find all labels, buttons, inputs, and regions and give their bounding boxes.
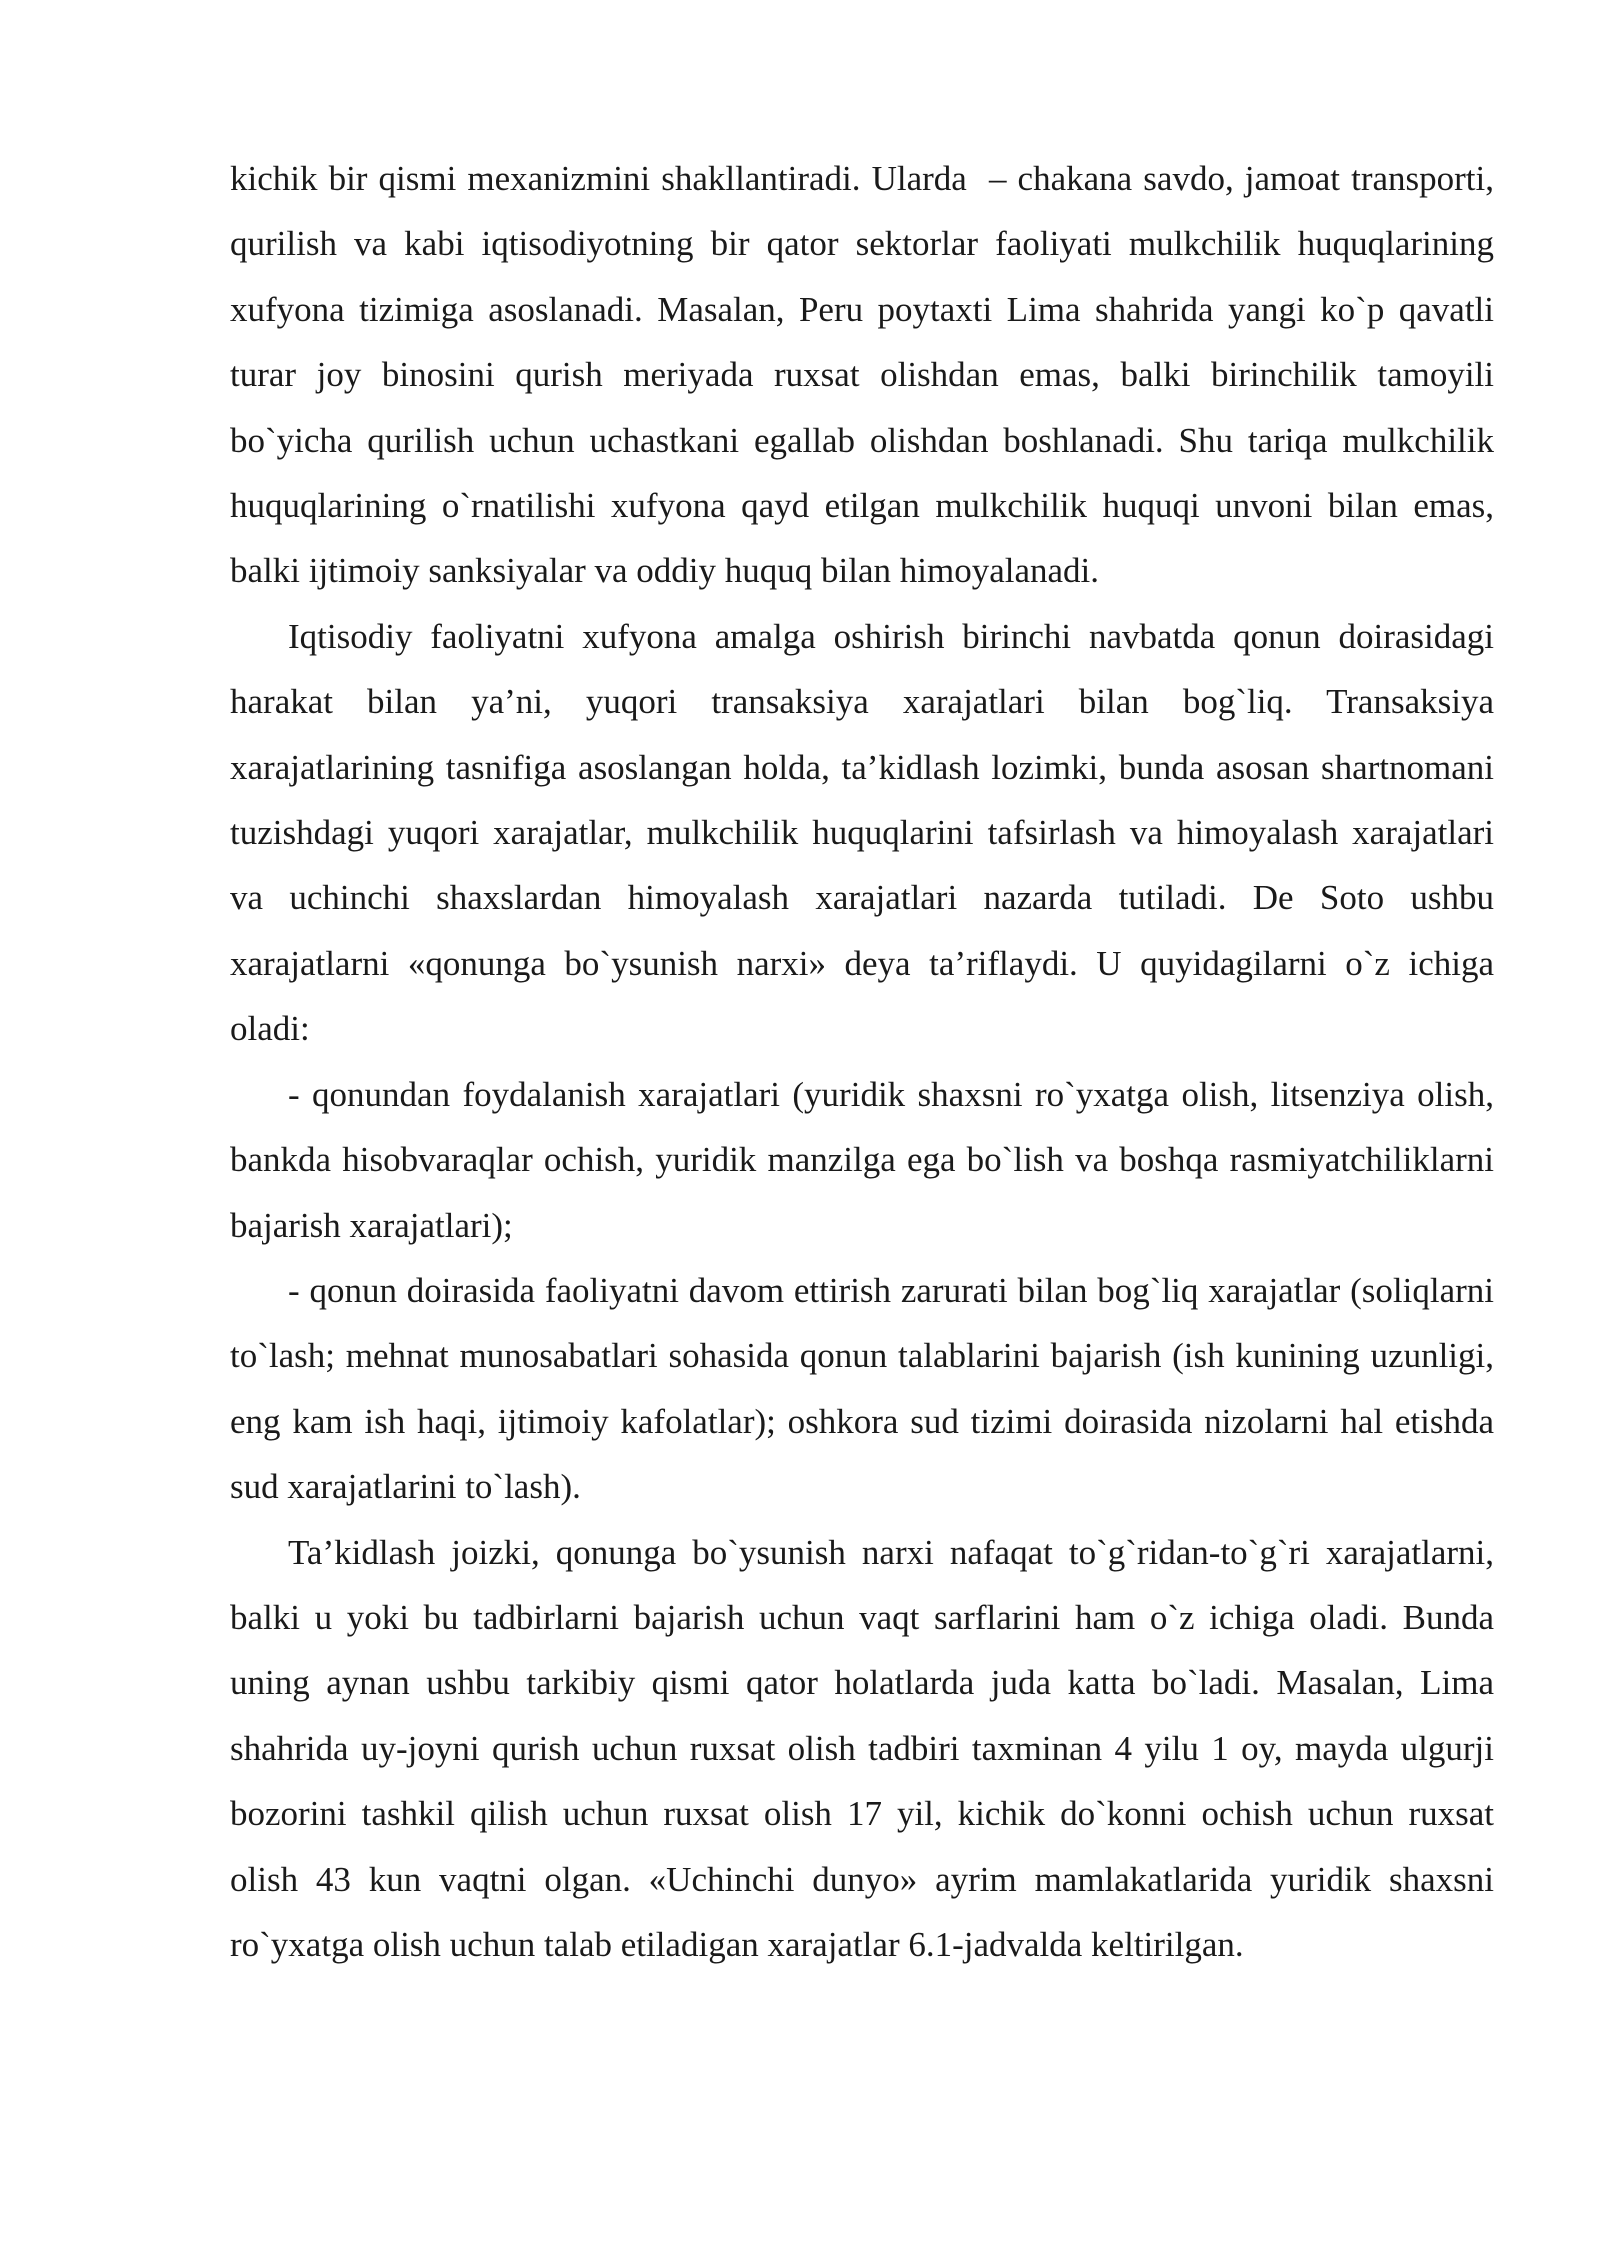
paragraph-2: Iqtisodiy faoliyatni xufyona amalga oshirish birinchi navbatda qonun doirasidagi harakat bilan ya’ni, yuqori transaksiya xarajatlari bilan bog`liq. Transaksiya xarajatlarining tasnifiga asoslangan holda, ta’kidlash lozimki, bunda asosan shartnomani tuzishdagi yuqori xarajatlar, mulkchilik huquqlarini tafsirlash va himoyalash xarajatlari va uchinchi shaxslardan himoyalash xarajatlari nazarda tutiladi. De Soto ushbu xarajatlarni «qonunga bo`ysunish narxi» deya ta’riflaydi. U quyidagilarni o`z ichiga oladi: <box>230 616 1494 1049</box>
paragraph-3-list-item: - qonundan foydalanish xarajatlari (yuridik shaxsni ro`yxatga olish, litsenziya olish, bankda hisobvaraqlar ochish, yuridik manzilga ega bo`lish va boshqa rasmiyatchiliklarni bajarish xarajatlari); <box>230 1074 1494 1245</box>
paragraph-4-list-item: - qonun doirasida faoliyatni davom ettirish zarurati bilan bog`liq xarajatlar (soliqlarni to`lash; mehnat munosabatlari sohasida qonun talablarini bajarish (ish kunining uzunligi, eng kam ish haqi, ijtimoiy kafolatlar); oshkora sud tizimi doirasida nizolarni hal etishda sud xarajatlarini to`lash). <box>230 1270 1494 1507</box>
document-body <box>230 146 1494 1977</box>
paragraph-5: Ta’kidlash joizki, qonunga bo`ysunish narxi nafaqat to`g`ridan-to`g`ri xarajatlarni, balki u yoki bu tadbirlarni bajarish uchun vaqt sarflarini ham o`z ichiga oladi. Bunda uning aynan ushbu tarkibiy qismi qator holatlarda juda katta bo`ladi. Masalan, Lima shahrida uy-joyni qurish uchun ruxsat olish tadbiri taxminan 4 yilu 1 oy, mayda ulgurji bozorini tashkil qilish uchun ruxsat olish 17 yil, kichik do`konni ochish uchun ruxsat olish 43 kun vaqtni olgan. «Uchinchi dunyo» ayrim mamlakatlarida yuridik shaxsni ro`yxatga olish uchun talab etiladigan xarajatlar 6.1-jadvalda keltirilgan. <box>230 1532 1494 1964</box>
paragraph-1: kichik bir qismi mexanizmini shakllantiradi. Ularda – chakana savdo, jamoat transporti, qurilish va kabi iqtisodiyotning bir qator sektorlar faoliyati mulkchilik huquqlarining xufyona tizimiga asoslanadi. Masalan, Peru poytaxti Lima shahrida yangi ko`p qavatli turar joy binosini qurish meriyada ruxsat olishdan emas, balki birinchilik tamoyili bo`yicha qurilish uchun uchastkani egallab olishdan boshlanadi. Shu tariqa mulkchilik huquqlarining o`rnatilishi xufyona qayd etilgan mulkchilik huquqi unvoni bilan emas, balki ijtimoiy sanksiyalar va oddiy huquq bilan himoyalanadi. <box>230 159 1494 591</box>
